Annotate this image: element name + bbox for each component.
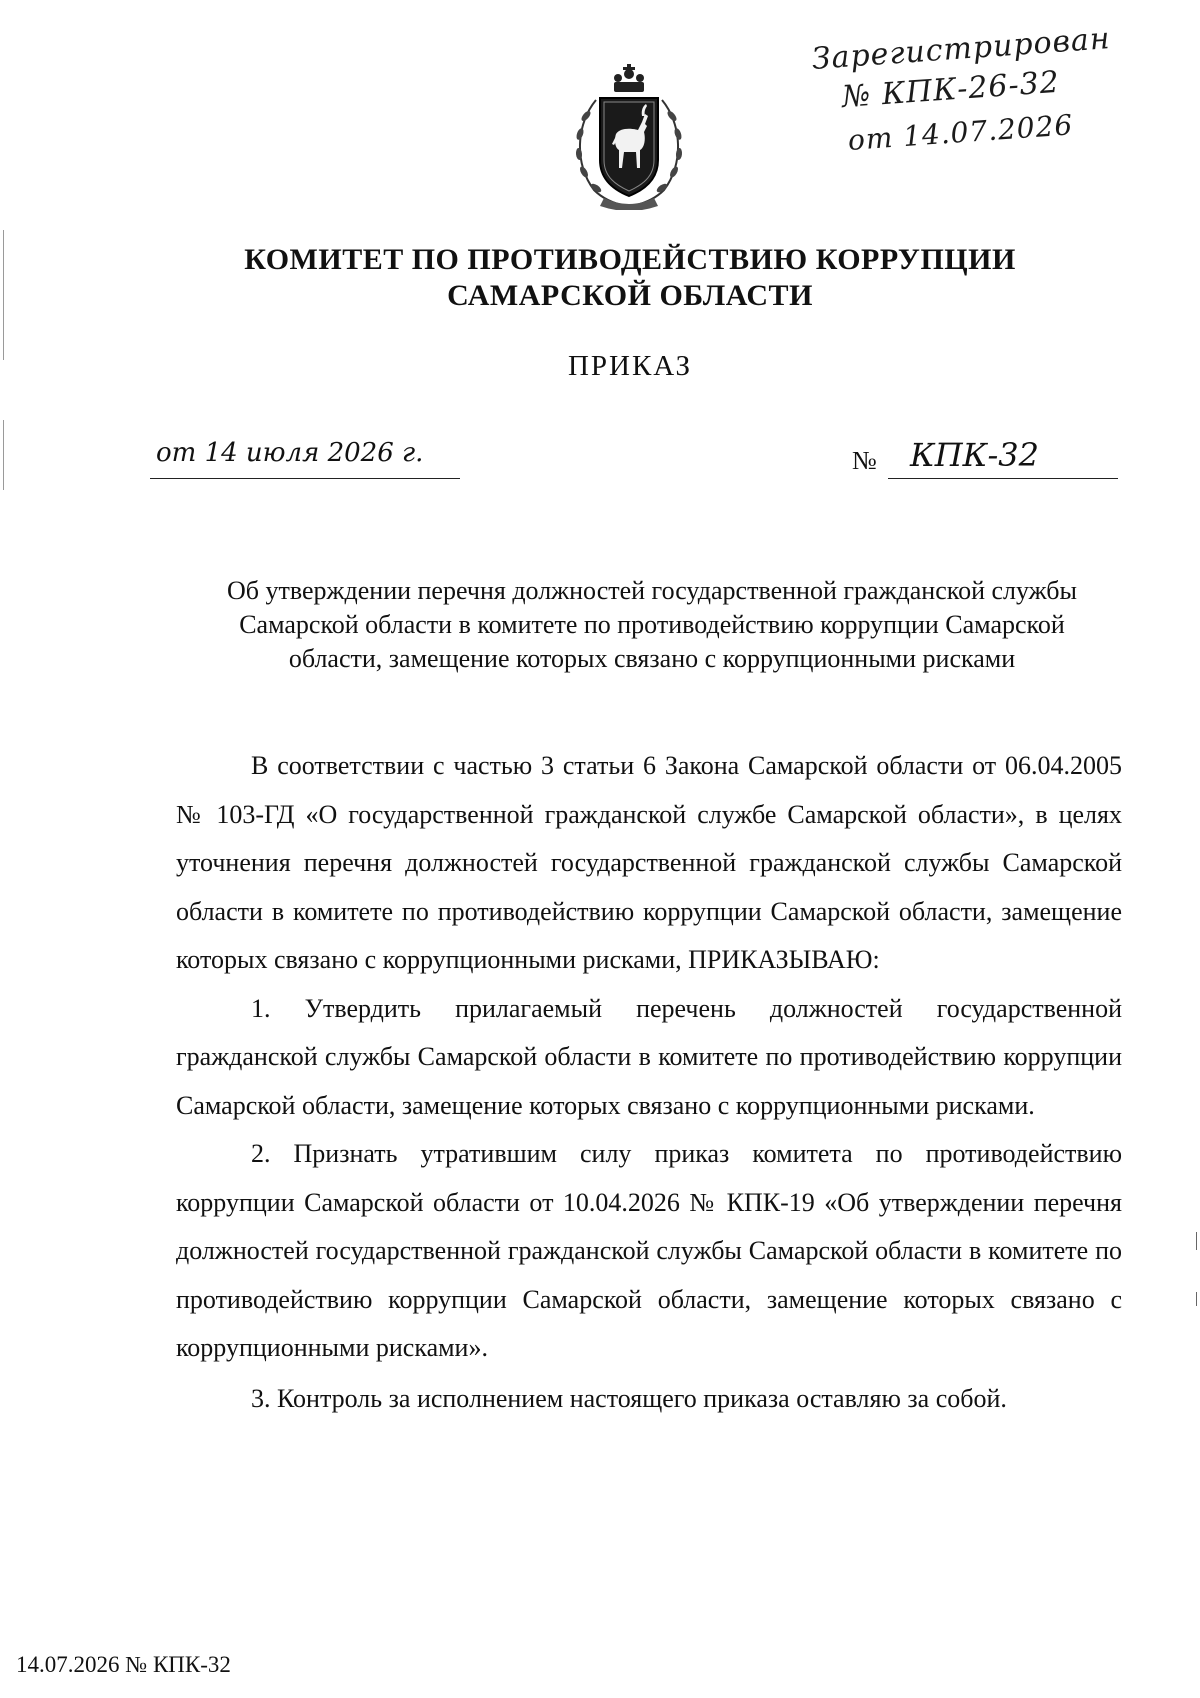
document-title-line2: Самарской области в комитете по противодействию коррупции Самарской: [239, 610, 1065, 639]
document-title: [172, 574, 1132, 676]
scan-artifact: [1196, 1232, 1197, 1250]
document-body: [176, 742, 1122, 1423]
document-title-line1: Об утверждении перечня должностей государственной гражданской службы: [227, 576, 1077, 605]
footer-registration-info: 14.07.2026 № КПК-32: [16, 1652, 231, 1677]
scan-artifact: [3, 230, 4, 360]
scan-artifact: [1196, 1292, 1197, 1306]
number-handwritten: КПК-32: [910, 436, 1039, 474]
number-label: №: [852, 446, 877, 475]
org-name-line1: КОМИТЕТ ПО ПРОТИВОДЕЙСТВИЮ КОРРУПЦИИ: [244, 243, 1016, 276]
registration-note-date: от 14.07.2026: [846, 108, 1075, 157]
registration-note-number: № КПК-26-32: [840, 64, 1061, 115]
order-item-3: 3. Контроль за исполнением настоящего приказа оставляю за собой.: [251, 1383, 1007, 1413]
coat-of-arms-icon: [568, 64, 690, 210]
document-title-line3: области, замещение которых связано с коррупционными рисками: [288, 644, 1016, 673]
scan-artifact: [3, 420, 4, 490]
order-item-1: 1. Утвердить прилагаемый перечень должностей государственной гражданской службы Самарской области в комитете по противодействию коррупции Самарской области, замещение которых связано с коррупционными рисками.: [176, 993, 1122, 1120]
registration-note: [800, 21, 1120, 157]
org-name: [200, 242, 1060, 314]
date-field: [150, 438, 460, 479]
date-handwritten: от 14 июля 2026 г.: [156, 438, 424, 468]
org-name-line2: САМАРСКОЙ ОБЛАСТИ: [447, 279, 813, 312]
registration-note-line1: Зарегистрирован: [810, 21, 1112, 77]
number-field: [888, 438, 1118, 479]
doc-type-heading: ПРИКАЗ: [567, 350, 693, 382]
order-item-2: 2. Признать утратившим силу приказ комитета по противодействию коррупции Самарской области от 10.04.2026 № КПК-19 «Об утверждении перечня должностей государственной гражданской службы Самарской области в комитете по противодействию коррупции Самарской области, замещение которых связано с коррупционными рисками».: [176, 1139, 1122, 1362]
preamble-paragraph: В соответствии с частью 3 статьи 6 Закона Самарской области от 06.04.2005 № 103-ГД «О государственной гражданской службе Самарской области», в целях уточнения перечня должностей государственной гражданской службы Самарской области в комитете по противодействию коррупции Самарской области, замещение которых связано с коррупционными рисками, ПРИКАЗЫВАЮ:: [176, 751, 1122, 974]
